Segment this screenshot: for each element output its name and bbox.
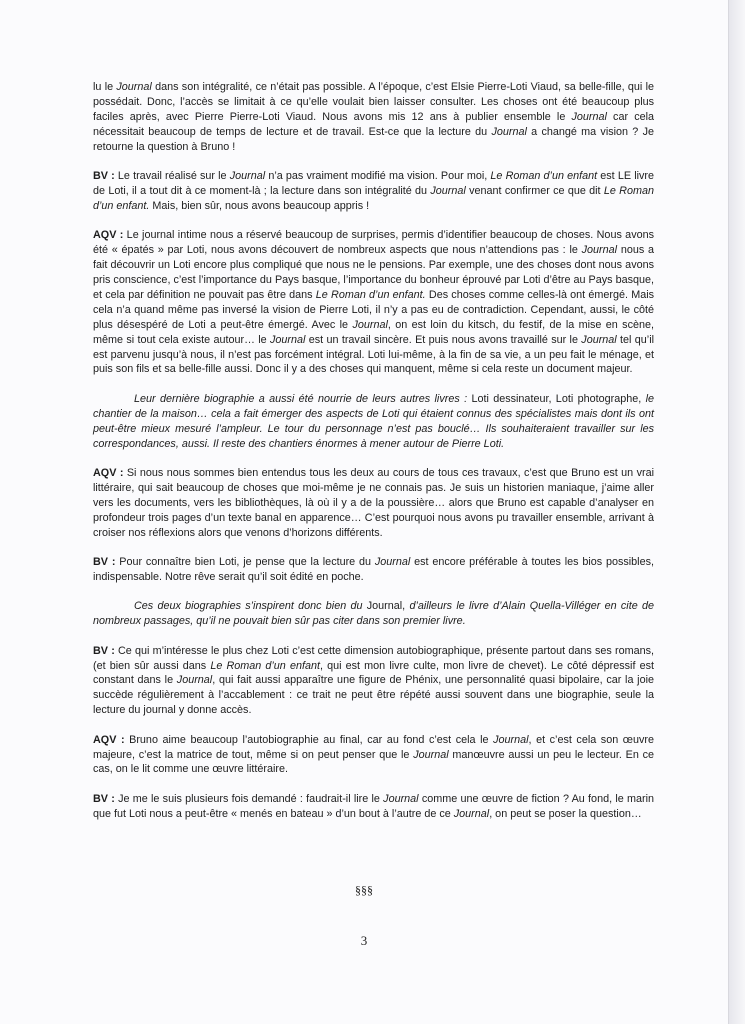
book-title: Journal (352, 318, 388, 331)
paragraph-text: n’a pas vraiment modifié ma vision. Pour moi, (265, 170, 491, 183)
paragraph-text: est encore préférable à toutes les bios possibles, indispensable. Notre rêve serait qu’il soit édité en poche. (93, 555, 654, 583)
paragraph-text: le chantier de la maison… cela a fait émerger des aspects de Loti qui étaient connus des spécialistes mais dont ils ont peut-être mieux mesuré l’ampleur. Le tour du personnage n’est pas bouclé… Ils souhaiteraient travailler sur les correspondances, aussi. Il reste des chantiers énormes à mener autour de Pierre Loti. (93, 392, 654, 450)
book-title: Journal (581, 333, 617, 346)
paragraph-text: a changé ma vision ? Je retourne la question à Bruno ! (93, 125, 654, 153)
book-title: Journal (176, 674, 213, 687)
paragraph-text: tel qu’il est parvenu jusqu’à nous, il n’est pas forcément intégral. Loti lui-même, à la fin de sa vie, a un peu fait le ménage, et puis son fils et sa belle-fille aussi. Donc il y a des choses qui manquent, même si cela reste un document majeur. (93, 333, 654, 376)
speaker-label: BV : (93, 792, 115, 805)
paragraph-text: , et c’est cela son œuvre majeure, c’est la matrice de tout, même si on peut penser que le (93, 733, 654, 761)
book-title: Journal (581, 244, 618, 257)
paragraph-text: Je me le suis plusieurs fois demandé : faudrait-il lire le (114, 792, 384, 805)
section-separator: §§§ (355, 883, 373, 897)
paragraph-text: Mais, bien sûr, nous avons beaucoup appris ! (149, 199, 370, 212)
speaker-label: BV : (93, 644, 115, 657)
speaker-label: AQV : (93, 229, 124, 242)
speaker-label: BV : (93, 170, 115, 183)
upright-text: Loti dessinateur, Loti photographe, (471, 392, 642, 405)
interview-paragraph (93, 792, 654, 822)
book-title: Le Roman d’un enfant. (93, 184, 654, 212)
speaker-label: AQV : (93, 466, 124, 479)
paragraph-text: Si nous nous sommes bien entendus tous les deux au cours de tous ces travaux, c’est que Bruno est un vrai littéraire, qui sait beaucoup de choses que moi-même je ne connais pas. Je suis un historien maniaque, j’aime aller vers les documents, vers les bibliothèques, là où il y a de la poussière… alors que Bruno est capable d’analyser en profondeur trois pages d’un texte banal en apparence… C’est pourquoi nous avons pu travailler ensemble, arrivant à croiser nos réflexions alors que venons d’horizons différents. (93, 466, 654, 539)
upright-text: Journal, (366, 600, 406, 613)
interview-paragraph (93, 733, 654, 778)
paragraph-text: Le travail réalisé sur le (114, 170, 230, 183)
paragraph-text: manœuvre aussi un peu le lecteur. En ce cas, on le lit comme une œuvre littéraire. (93, 748, 654, 776)
book-title: Journal (374, 555, 411, 568)
paragraph-text: comme une œuvre de fiction ? Au fond, le marin que fut Loti nous a peut-être « menés en bateau » d’un bout à l’autre de ce (93, 792, 654, 820)
paragraph-text: Ces deux biographies s’inspirent donc bien du (134, 600, 367, 613)
paragraph-text: nous a fait découvrir un Loti encore plus compliqué que nous ne le pensions. Par exemple, une des choses dont nous avons pris conscience, c’est l’importance du Pays basque, l’importance du bonheur éprouvé par Loti d’être au Pays basque, et cela par définition ne pouvait pas être dans (93, 244, 655, 301)
paragraph-text: est LE livre de Loti, il a tout dit à ce moment-là ; la lecture dans son intégralité du (93, 170, 655, 197)
interview-paragraph (93, 466, 654, 541)
book-title: Journal (383, 792, 419, 805)
book-title: Le Roman d’un enfant (490, 170, 598, 183)
paragraph-text: Des choses comme celles-là ont émergé. Mais cela n’a quand même pas inversé la vision de Pierre Loti, il n’y a pas eu de contradiction. Cependant, aussi, le côté plus désespéré de Loti a peut-être émergé. Avec le (93, 288, 654, 331)
paragraph-text: , on peut se poser la question… (489, 807, 642, 820)
paragraph-text: dans son intégralité, ce n’était pas possible. A l’époque, c’est Elsie Pierre-Loti Viaud, sa belle-fille, qui le possédait. Donc, l’accès se limitait à ce qu’elle voulait bien laisser consulter. Les choses ont été beaucoup plus faciles après, avec Pierre Pierre-Loti Viaud. Nous avons mis 12 ans à publier ensemble le (93, 81, 654, 123)
book-title: Journal (493, 733, 529, 746)
editorial-note-paragraph (93, 392, 654, 452)
paragraph-text: Le journal intime nous a réservé beaucoup de surprises, permis d’identifier beaucoup de choses. Nous avons été « épatés » par Loti, nous avons découvert de nombreux aspects que nous n’attendions pas : le (93, 229, 654, 257)
speaker-label: BV : (93, 555, 116, 568)
paragraph-text: , on est loin du kitsch, du festif, de la mise en scène, même si tout cela existe autour… le (93, 318, 654, 346)
paragraph-text: Pour connaître bien Loti, je pense que la lecture du (115, 555, 375, 568)
book-title: Journal (413, 748, 449, 761)
paragraph-text: car cela nécessitait beaucoup de temps de lecture et de travail. Est-ce que la lecture du (93, 110, 655, 138)
interview-paragraph (93, 169, 654, 214)
interview-paragraph (93, 80, 654, 155)
paragraph-text: venant confirmer ce que dit (465, 184, 604, 197)
paragraph-text: Bruno aime beaucoup l’autobiographie au final, car au fond c’est cela le (124, 733, 494, 746)
book-title: Journal (491, 125, 527, 138)
interview-paragraph (93, 644, 654, 719)
article-body (93, 80, 654, 836)
page-number: 3 (360, 933, 368, 948)
book-title: Journal (453, 807, 490, 820)
speaker-label: AQV : (93, 733, 125, 746)
book-title: Journal (269, 333, 306, 346)
book-title: Journal (571, 110, 607, 123)
paragraph-text: lu le (93, 81, 117, 93)
paragraph-text: est un travail sincère. Et puis nous avons travaillé sur le (305, 333, 582, 346)
editorial-note-paragraph (93, 599, 654, 629)
paragraph-text: Leur dernière biographie a aussi été nourrie de leurs autres livres : (134, 392, 472, 405)
paragraph-text: d’ailleurs le livre d’Alain Quella-Villéger en cite de nombreux passages, qu’il ne pouvait bien sûr pas citer dans son premier livre. (93, 600, 654, 628)
book-title: Le Roman d’un enfant (210, 659, 320, 672)
interview-paragraph (93, 228, 654, 377)
book-title: Journal (229, 170, 266, 183)
book-title: Le Roman d’un enfant. (315, 288, 426, 301)
book-title: Journal (430, 184, 466, 197)
book-title: Journal (116, 81, 152, 93)
paragraph-text: , qui est mon livre culte, mon livre de chevet). Le côté dépressif est constant dans le (93, 659, 654, 687)
paragraph-text: Ce qui m’intéresse le plus chez Loti c’est cette dimension autobiographique, présente partout dans ses romans, (et bien sûr aussi dans (93, 644, 654, 672)
scanner-edge (729, 0, 745, 1024)
interview-paragraph (93, 555, 654, 585)
paragraph-text: , qui fait aussi apparaître une figure de Phénix, une personnalité quasi bipolaire, car la joie succède régulièrement à l’accablement : ce trait ne peut être répété aussi souvent dans une biographie, seule la lecture du journal y donne accès. (93, 674, 654, 717)
